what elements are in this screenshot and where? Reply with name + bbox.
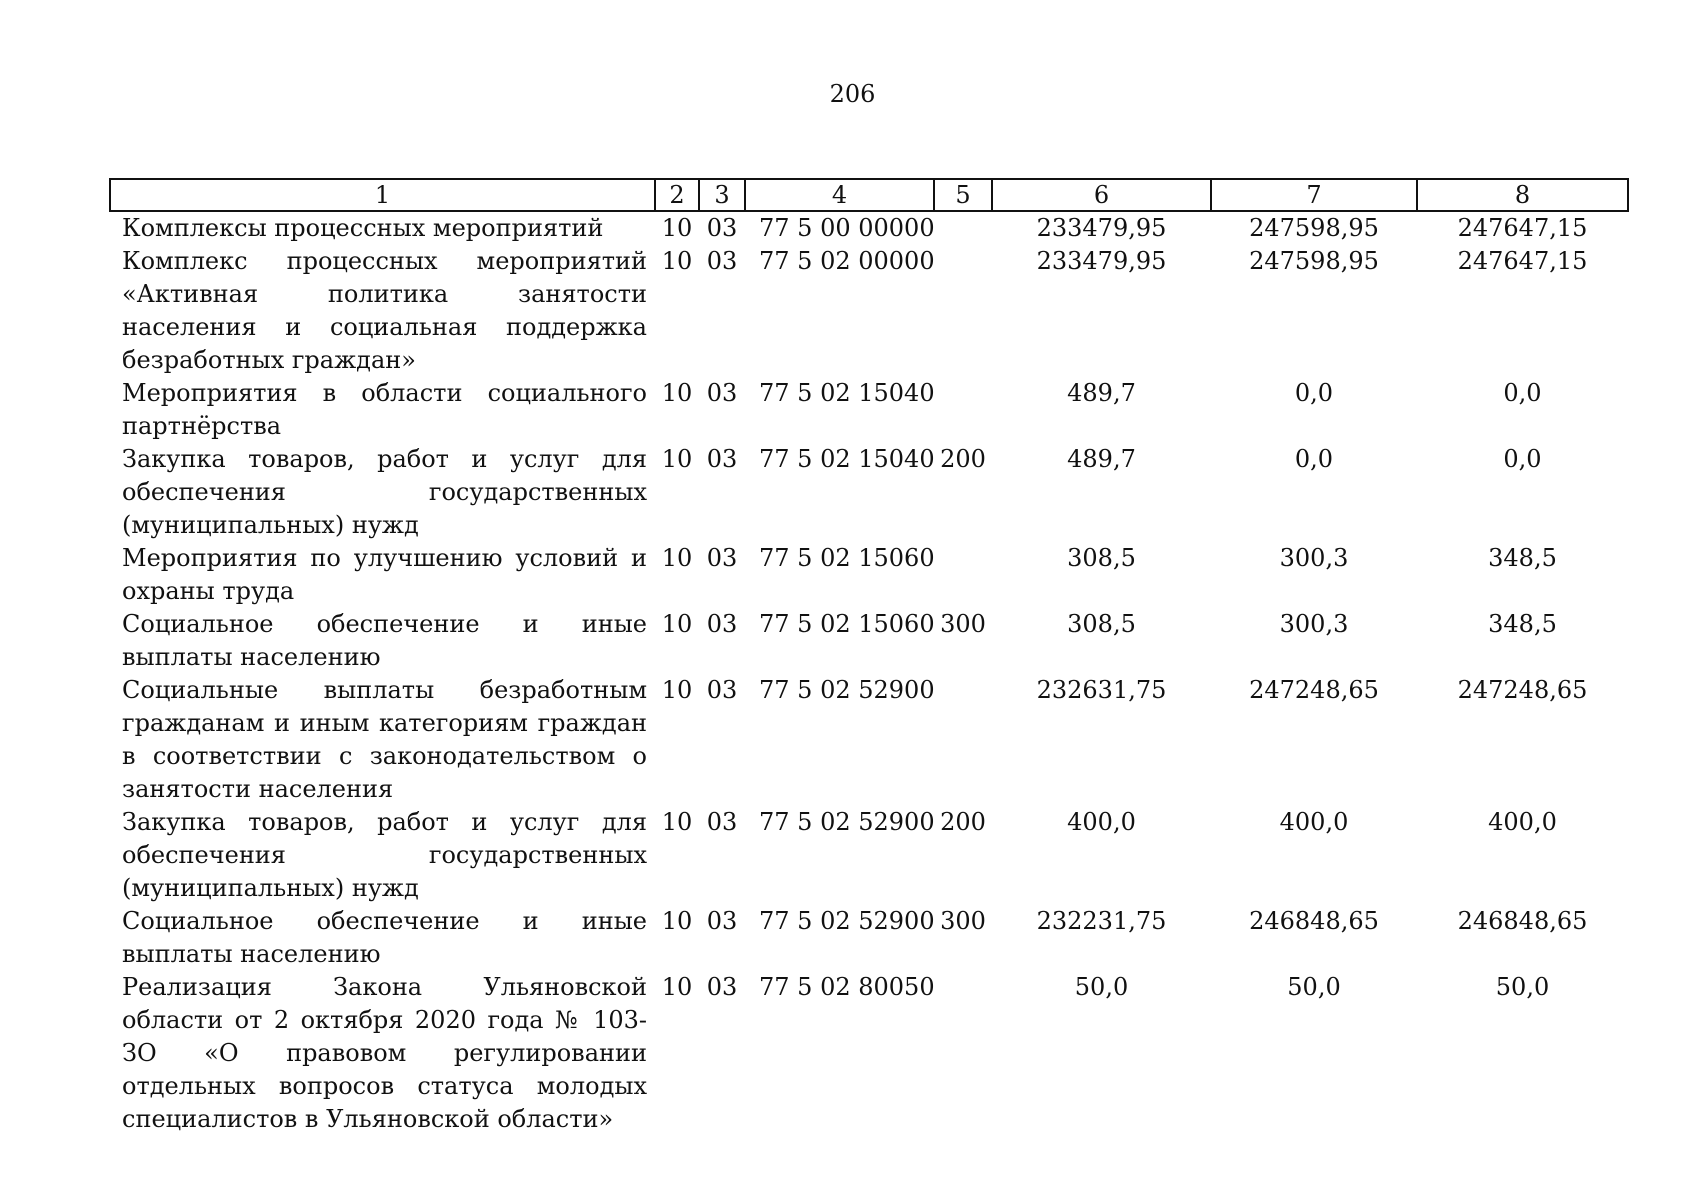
section-code: 10 <box>661 445 693 473</box>
page-number: 206 <box>829 80 876 108</box>
section-code: 10 <box>661 214 693 242</box>
amount-col-6: 232631,75 <box>1036 676 1167 704</box>
subsection-code: 03 <box>706 544 738 572</box>
section-code: 10 <box>661 544 693 572</box>
expense-type-code <box>934 674 992 806</box>
row-name: Социальное обеспечение и иные выплаты населению <box>122 907 647 968</box>
amount-col-7: 300,3 <box>1279 544 1349 572</box>
subsection-code: 03 <box>706 973 738 1001</box>
row-name: Мероприятия в области социального партнёрства <box>122 379 647 440</box>
amount-col-8: 50,0 <box>1495 973 1550 1001</box>
subsection-code: 03 <box>706 808 738 836</box>
row-name: Закупка товаров, работ и услуг для обеспечения государственных (муниципальных) нужд <box>122 808 647 902</box>
row-name: Закупка товаров, работ и услуг для обеспечения государственных (муниципальных) нужд <box>122 445 647 539</box>
amount-col-7: 50,0 <box>1287 973 1341 1001</box>
column-header-8: 8 <box>1417 179 1628 211</box>
target-article-code: 77 5 00 00000 <box>759 214 935 242</box>
row-name: Социальные выплаты безработным гражданам и иным категориям граждан в соответствии с законодательством о занятости населения <box>122 676 647 803</box>
section-code: 10 <box>661 379 693 407</box>
amount-col-7: 247598,95 <box>1249 247 1379 275</box>
table-body <box>110 211 1628 1136</box>
section-code: 10 <box>661 808 693 836</box>
header-row <box>110 179 1628 211</box>
amount-col-6: 308,5 <box>1067 610 1136 638</box>
table-row <box>110 806 1628 905</box>
amount-col-6: 233479,95 <box>1036 247 1167 275</box>
amount-col-7: 300,3 <box>1279 610 1349 638</box>
section-code: 10 <box>661 247 693 275</box>
expense-type-code <box>934 211 992 245</box>
column-header-3: 3 <box>699 179 745 211</box>
target-article-code: 77 5 02 15040 <box>759 379 935 407</box>
amount-col-8: 246848,65 <box>1457 907 1588 935</box>
target-article-code: 77 5 02 52900 <box>759 808 935 836</box>
amount-col-6: 233479,95 <box>1036 214 1167 242</box>
table-row <box>110 211 1628 245</box>
table-row <box>110 971 1628 1136</box>
subsection-code: 03 <box>706 907 738 935</box>
section-code: 10 <box>661 610 693 638</box>
table-header <box>110 179 1628 211</box>
amount-col-8: 247248,65 <box>1457 676 1588 704</box>
table-row <box>110 443 1628 542</box>
column-header-6: 6 <box>992 179 1211 211</box>
amount-col-8: 247647,15 <box>1457 214 1588 242</box>
amount-col-8: 0,0 <box>1503 445 1542 473</box>
amount-col-6: 50,0 <box>1074 973 1129 1001</box>
amount-col-6: 308,5 <box>1067 544 1136 572</box>
amount-col-7: 0,0 <box>1294 445 1334 473</box>
expense-type-code: 300 <box>940 907 986 935</box>
table-row <box>110 542 1628 608</box>
expense-type-code <box>934 971 992 1136</box>
expense-type-code <box>934 377 992 443</box>
amount-col-6: 400,0 <box>1067 808 1136 836</box>
subsection-code: 03 <box>706 214 738 242</box>
target-article-code: 77 5 02 15060 <box>759 544 935 572</box>
amount-col-8: 247647,15 <box>1457 247 1588 275</box>
row-name: Социальное обеспечение и иные выплаты населению <box>122 610 647 671</box>
amount-col-6: 232231,75 <box>1036 907 1167 935</box>
amount-col-7: 400,0 <box>1279 808 1349 836</box>
amount-col-8: 400,0 <box>1488 808 1557 836</box>
target-article-code: 77 5 02 15040 <box>759 445 935 473</box>
column-header-4: 4 <box>745 179 934 211</box>
target-article-code: 77 5 02 52900 <box>759 907 935 935</box>
amount-col-7: 247248,65 <box>1249 676 1379 704</box>
expense-type-code: 200 <box>940 445 986 473</box>
amount-col-7: 0,0 <box>1294 379 1334 407</box>
target-article-code: 77 5 02 52900 <box>759 676 935 704</box>
column-header-5: 5 <box>934 179 992 211</box>
amount-col-7: 247598,95 <box>1249 214 1379 242</box>
subsection-code: 03 <box>706 445 738 473</box>
column-header-7: 7 <box>1211 179 1417 211</box>
section-code: 10 <box>661 973 693 1001</box>
subsection-code: 03 <box>706 379 738 407</box>
subsection-code: 03 <box>706 247 738 275</box>
target-article-code: 77 5 02 15060 <box>759 610 935 638</box>
budget-table-container <box>109 178 1629 1136</box>
amount-col-7: 246848,65 <box>1249 907 1379 935</box>
amount-col-8: 0,0 <box>1503 379 1542 407</box>
amount-col-6: 489,7 <box>1067 379 1136 407</box>
table-row <box>110 905 1628 971</box>
expense-type-code <box>934 245 992 377</box>
column-header-2: 2 <box>655 179 699 211</box>
row-name: Мероприятия по улучшению условий и охраны труда <box>122 544 647 605</box>
subsection-code: 03 <box>706 610 738 638</box>
expense-type-code: 300 <box>940 610 986 638</box>
subsection-code: 03 <box>706 676 738 704</box>
table-row <box>110 674 1628 806</box>
table-row <box>110 608 1628 674</box>
target-article-code: 77 5 02 00000 <box>759 247 935 275</box>
amount-col-6: 489,7 <box>1067 445 1136 473</box>
amount-col-8: 348,5 <box>1488 544 1557 572</box>
expense-type-code: 200 <box>940 808 986 836</box>
row-name: Комплексы процессных мероприятий <box>122 214 604 242</box>
row-name: Реализация Закона Ульяновской области от 2 октября 2020 года № 103-ЗО «О правовом регулировании отдельных вопросов статуса молодых специалистов в Ульяновской области» <box>122 973 647 1133</box>
amount-col-8: 348,5 <box>1488 610 1557 638</box>
table-row <box>110 245 1628 377</box>
row-name: Комплекс процессных мероприятий «Активная политика занятости населения и социальная поддержка безработных граждан» <box>122 247 647 374</box>
expense-type-code <box>934 542 992 608</box>
table-row <box>110 377 1628 443</box>
budget-table <box>109 178 1629 1136</box>
section-code: 10 <box>661 907 693 935</box>
column-header-1: 1 <box>110 179 655 211</box>
section-code: 10 <box>661 676 693 704</box>
target-article-code: 77 5 02 80050 <box>759 973 935 1001</box>
